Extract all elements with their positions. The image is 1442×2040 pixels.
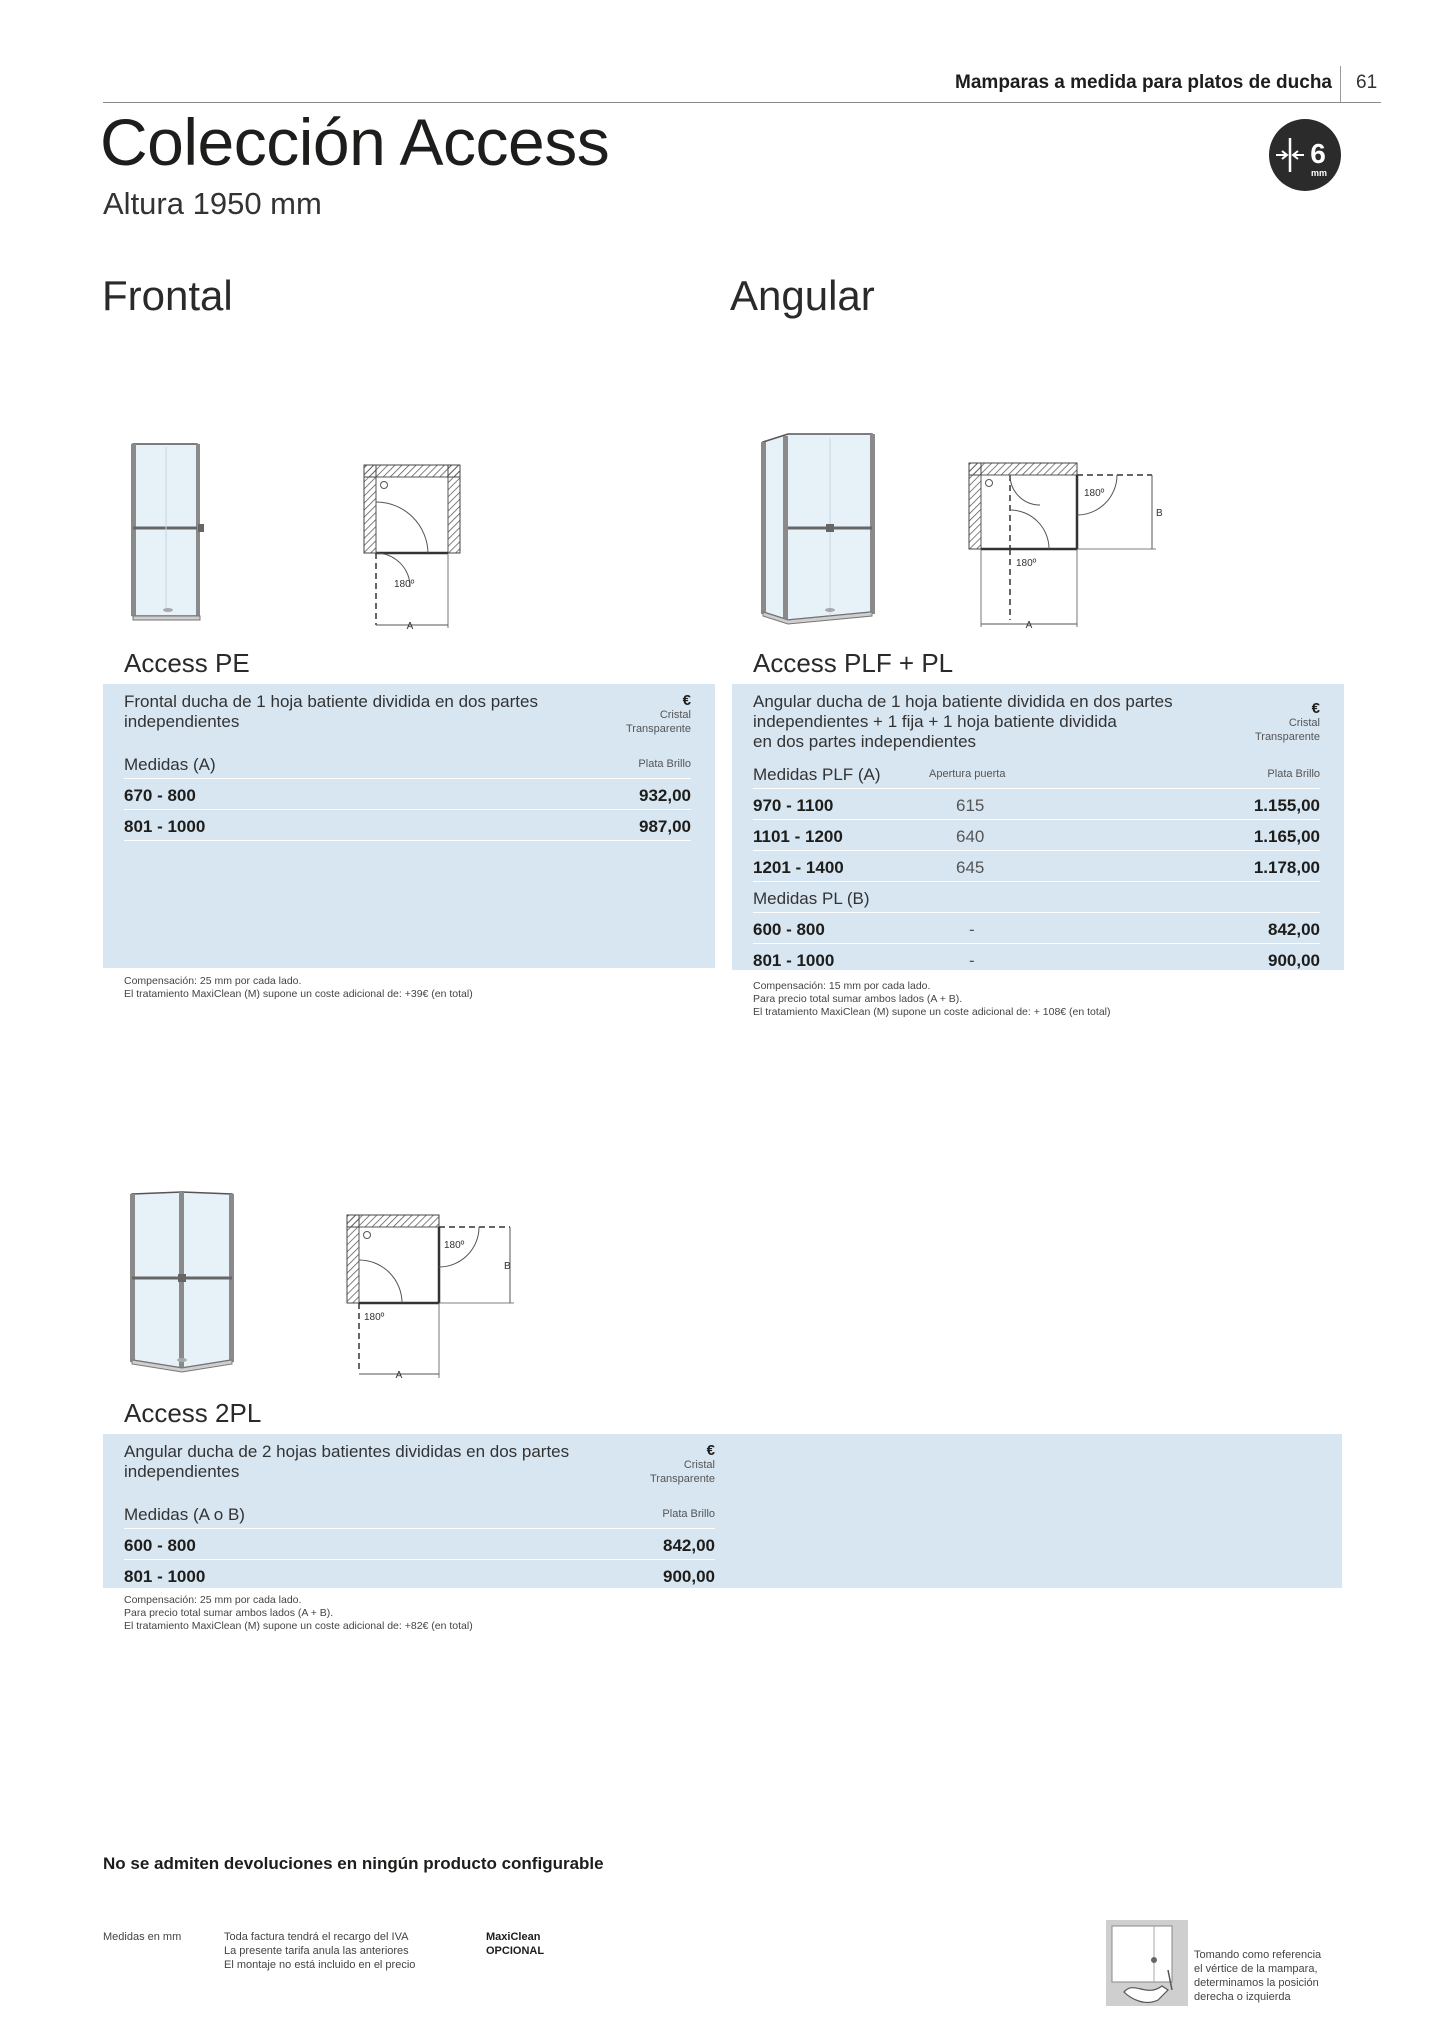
plf-angle-label-2: 180º bbox=[1016, 558, 1037, 569]
twopl-dimension-a: A bbox=[395, 1370, 403, 1381]
twopl-angle-label-2: 180º bbox=[364, 1312, 385, 1323]
pe-angle-label: 180º bbox=[394, 579, 415, 590]
product-name-access-pe: Access PE bbox=[124, 648, 250, 678]
plf-dimension-a: A bbox=[1025, 620, 1033, 631]
section-title-angular: Angular bbox=[730, 272, 875, 319]
glass-thickness-badge bbox=[1268, 118, 1342, 192]
table-row: 1201 - 1400 645 1.178,00 bbox=[753, 851, 1320, 882]
access-pe-screen-illustration bbox=[128, 442, 212, 624]
pe-description: Frontal ducha de 1 hoja batiente dividida en dos partes independientes bbox=[124, 692, 538, 731]
product-name-access-2pl: Access 2PL bbox=[124, 1398, 262, 1428]
price-panel-access-pe bbox=[103, 684, 715, 968]
access-2pl-plan-diagram bbox=[344, 1212, 520, 1384]
pe-notes: Compensación: 25 mm por cada lado. El tratamiento MaxiClean (M) supone un coste adicional de: +39€ (en total) bbox=[124, 975, 473, 1000]
plf-notes: Compensación: 15 mm por cada lado. Para precio total sumar ambos lados (A + B). El tratamiento MaxiClean (M) supone un coste adicional de: + 108€ (en total) bbox=[753, 980, 1111, 1018]
table-row: 670 - 800 932,00 bbox=[124, 779, 691, 810]
pe-glass-type: € Cristal Transparente bbox=[625, 692, 691, 735]
twopl-glass-type: € Cristal Transparente bbox=[649, 1442, 715, 1485]
corner-reference-icon bbox=[1106, 1920, 1188, 2006]
plf-description: Angular ducha de 1 hoja batiente dividida en dos partes independientes + 1 fija + 1 hoja batiente dividida en dos partes independientes bbox=[753, 692, 1173, 751]
price-panel-access-2pl bbox=[103, 1434, 1342, 1588]
header-separator bbox=[1340, 66, 1341, 102]
twopl-angle-label-1: 180º bbox=[444, 1240, 465, 1251]
access-plf-pl-screen-illustration bbox=[760, 432, 888, 626]
table-row: 1101 - 1200 640 1.165,00 bbox=[753, 820, 1320, 851]
table-row: 801 - 1000 987,00 bbox=[124, 810, 691, 841]
twopl-notes: Compensación: 25 mm por cada lado. Para precio total sumar ambos lados (A + B). El tratamiento MaxiClean (M) supone un coste adicional de: +82€ (en total) bbox=[124, 1594, 473, 1632]
table-row: 600 - 800 - 842,00 bbox=[753, 913, 1320, 944]
table-row: 801 - 1000 - 900,00 bbox=[753, 951, 1320, 970]
twopl-measure-header: Medidas (A o B) Plata Brillo bbox=[124, 1498, 715, 1529]
plf-measure-header-2: Medidas PL (B) bbox=[753, 882, 1320, 913]
header-rule bbox=[103, 102, 1381, 103]
section-title-frontal: Frontal bbox=[102, 272, 233, 319]
footer-reference-text: Tomando como referencia el vértice de la mampara, determinamos la posición derecha o izquierda bbox=[1194, 1949, 1322, 2003]
twopl-description: Angular ducha de 2 hojas batientes divididas en dos partes independientes bbox=[124, 1442, 570, 1481]
plf-glass-type: € Cristal Transparente bbox=[1254, 700, 1320, 743]
table-row: 970 - 1100 615 1.155,00 bbox=[753, 789, 1320, 820]
footer-maxiclean: MaxiClean OPCIONAL bbox=[486, 1931, 545, 1957]
badge-unit: mm bbox=[1310, 168, 1328, 178]
table-row: 600 - 800 842,00 bbox=[124, 1529, 715, 1560]
access-pe-plan-diagram bbox=[350, 460, 472, 632]
footer-terms: Toda factura tendrá el recargo del IVA La presente tarifa anula las anteriores El montaje no está incluido en el precio bbox=[224, 1931, 416, 1971]
header-title: Mamparas a medida para platos de ducha bbox=[955, 72, 1332, 93]
access-plf-pl-plan-diagram bbox=[966, 460, 1162, 632]
twopl-dimension-b: B bbox=[504, 1261, 511, 1272]
product-name-access-plf-pl: Access PLF + PL bbox=[753, 648, 954, 678]
returns-warning: No se admiten devoluciones en ningún producto configurable bbox=[103, 1854, 604, 1873]
page-number: 61 bbox=[1356, 72, 1378, 93]
access-2pl-screen-illustration bbox=[128, 1190, 236, 1376]
page-subtitle: Altura 1950 mm bbox=[103, 186, 322, 221]
price-panel-access-plf-pl bbox=[732, 684, 1344, 970]
pe-measure-header: Medidas (A) Plata Brillo bbox=[124, 748, 691, 779]
plf-angle-label-1: 180º bbox=[1084, 488, 1105, 499]
plf-dimension-b: B bbox=[1156, 508, 1163, 519]
plf-measure-header: Medidas PLF (A) Apertura puerta Plata Brillo bbox=[753, 758, 1320, 789]
footer-units: Medidas en mm bbox=[103, 1931, 182, 1943]
pe-dimension-a: A bbox=[406, 621, 414, 632]
badge-value: 6 bbox=[1310, 138, 1326, 169]
page-title: Colección Access bbox=[100, 105, 610, 179]
table-row: 801 - 1000 900,00 bbox=[124, 1560, 715, 1591]
